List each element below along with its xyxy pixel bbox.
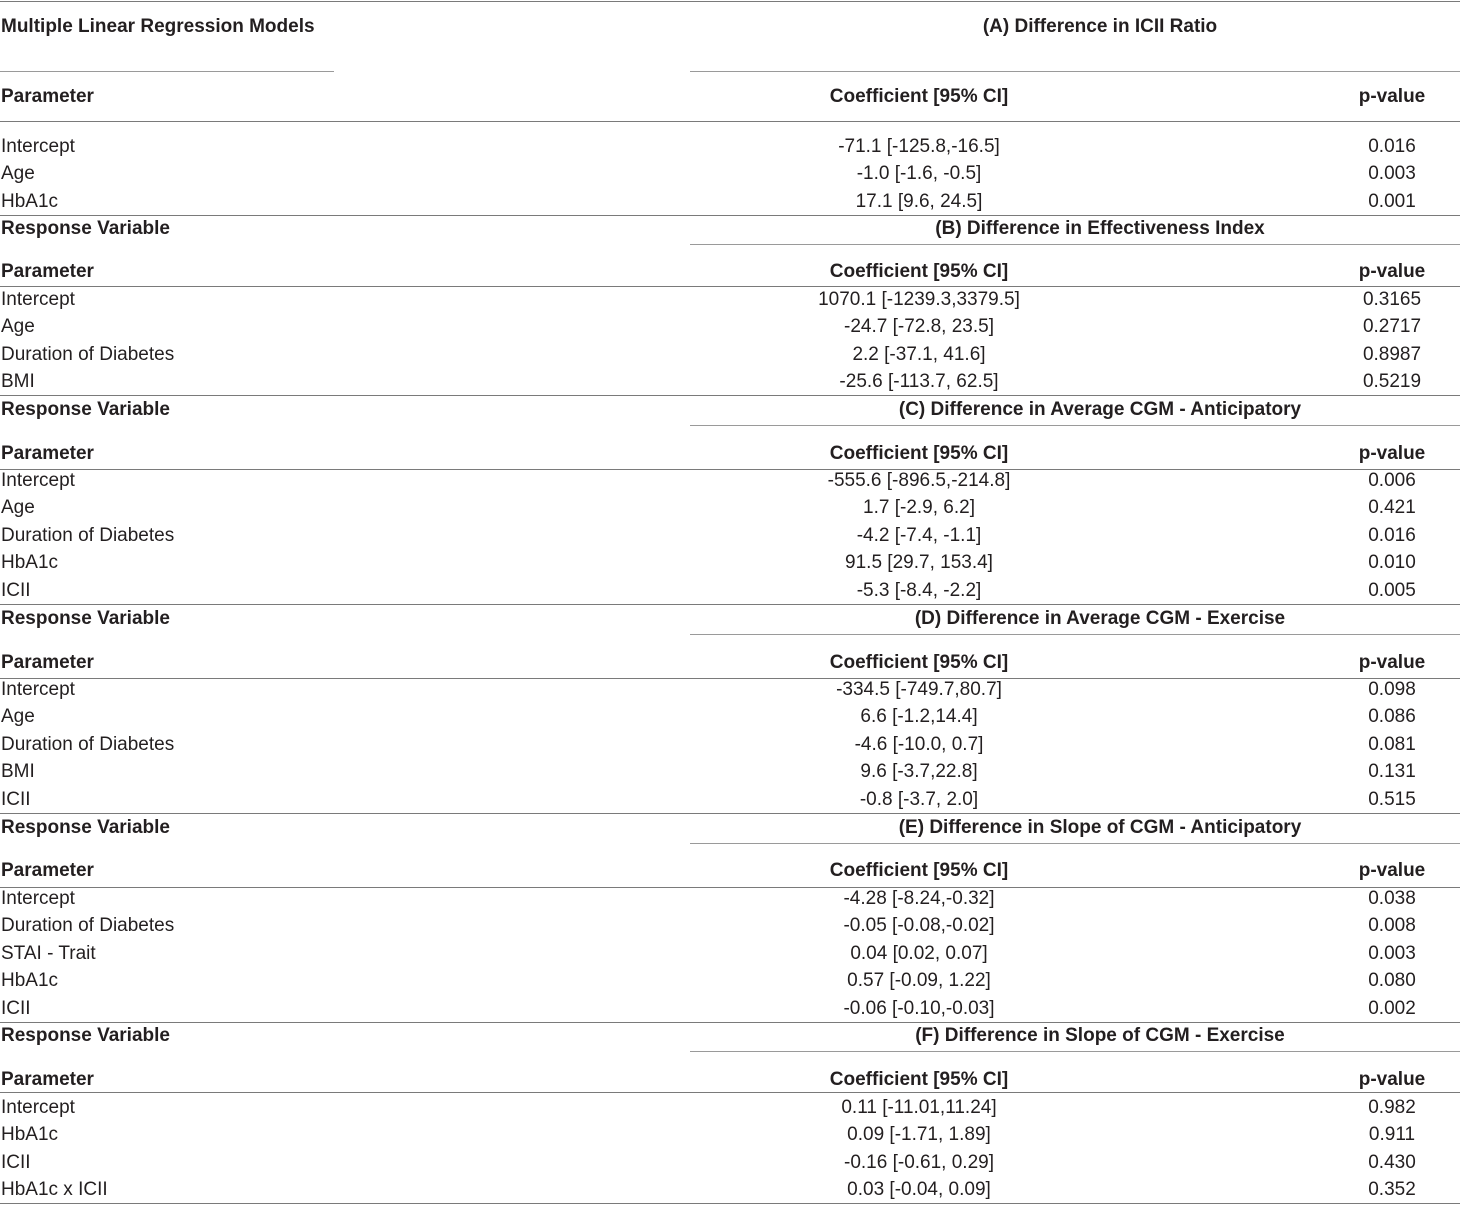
pvalue-cell: 0.3165 [1362,289,1422,310]
coefficient-cell: -4.6 [-10.0, 0.7] [854,733,984,755]
section-title-rule [690,425,1460,426]
coefficient-header: Coefficient [95% CI] [829,652,1009,673]
pvalue-cell: 0.911 [1368,1124,1416,1146]
pvalue-header: p-value [1358,652,1426,673]
section-title: (A) Difference in ICII Ratio [982,16,1218,37]
parameter-header: Parameter [1,652,94,673]
pvalue-header: p-value [1358,860,1426,881]
coefficient-cell: 1.7 [-2.9, 6.2] [863,497,975,519]
section-title: (F) Difference in Slope of CGM - Exercise [915,1025,1285,1046]
parameter-header: Parameter [1,261,94,282]
coefficient-cell: -25.6 [-113.7, 62.5] [839,371,999,393]
coefficient-cell: 0.03 [-0.04, 0.09] [847,1179,991,1201]
response-variable-label: Response Variable [1,1025,170,1046]
section-end-rule [0,215,1460,216]
parameter-cell: HbA1c [1,190,59,212]
pvalue-header: p-value [1358,443,1426,464]
coefficient-cell: -4.2 [-7.4, -1.1] [856,524,982,546]
coefficient-cell: 6.6 [-1.2,14.4] [860,706,978,728]
section-title: (C) Difference in Average CGM - Anticipatory [898,399,1302,420]
section-title: (D) Difference in Average CGM - Exercise [914,608,1286,629]
coefficient-cell: -334.5 [-749.7,80.7] [836,679,1002,700]
parameter-cell: Age [1,497,35,519]
coefficient-header: Coefficient [95% CI] [829,1069,1009,1090]
parameter-cell: Intercept [1,888,75,909]
coefficient-cell: 1070.1 [-1239.3,3379.5] [818,289,1020,310]
parameter-cell: HbA1c [1,552,59,574]
coefficient-header: Coefficient [95% CI] [829,261,1009,282]
section-title-rule [690,843,1460,844]
pvalue-header: p-value [1358,86,1426,107]
pvalue-cell: 0.016 [1368,524,1416,546]
pvalue-cell: 0.8987 [1362,343,1422,365]
header-rule [0,286,1460,287]
coefficient-cell: 0.11 [-11.01,11.24] [841,1097,997,1118]
response-variable-label: Response Variable [1,817,170,838]
section-title-rule [690,1051,1460,1052]
pvalue-header: p-value [1358,1069,1426,1090]
parameter-cell: BMI [1,371,35,393]
pvalue-cell: 0.006 [1368,470,1416,491]
parameter-cell: Duration of Diabetes [1,733,175,755]
parameter-cell: HbA1c x ICII [1,1179,108,1201]
pvalue-cell: 0.5219 [1362,371,1422,393]
coefficient-cell: -24.7 [-72.8, 23.5] [844,316,994,338]
pvalue-cell: 0.001 [1368,190,1416,212]
pvalue-cell: 0.080 [1368,970,1416,992]
coefficient-cell: -71.1 [-125.8,-16.5] [838,136,1000,157]
pvalue-cell: 0.982 [1368,1097,1416,1118]
section-title-rule [690,244,1460,245]
pvalue-cell: 0.003 [1368,163,1416,185]
parameter-cell: ICII [1,1151,31,1173]
coefficient-cell: -1.0 [-1.6, -0.5] [856,163,982,185]
parameter-cell: Intercept [1,1097,75,1118]
pvalue-cell: 0.081 [1368,733,1416,755]
response-variable-label: Response Variable [1,608,170,629]
pvalue-cell: 0.016 [1368,136,1416,157]
parameter-cell: Intercept [1,470,75,491]
coefficient-cell: 91.5 [29.7, 153.4] [845,552,993,574]
section-title: (B) Difference in Effectiveness Index [935,218,1265,239]
section-title-rule [690,634,1460,635]
parameter-cell: Duration of Diabetes [1,915,175,937]
pvalue-cell: 0.430 [1368,1151,1416,1173]
coefficient-cell: -4.28 [-8.24,-0.32] [843,888,995,909]
pvalue-cell: 0.005 [1368,579,1416,601]
parameter-header: Parameter [1,860,94,881]
pvalue-cell: 0.352 [1368,1179,1416,1201]
section-end-rule [0,1203,1460,1204]
pvalue-cell: 0.098 [1368,679,1416,700]
parameter-cell: STAI - Trait [1,942,96,964]
section-end-rule [0,395,1460,396]
pvalue-cell: 0.010 [1368,552,1416,574]
coefficient-cell: -0.06 [-0.10,-0.03] [843,997,995,1019]
pvalue-cell: 0.2717 [1362,316,1422,338]
pvalue-cell: 0.421 [1368,497,1416,519]
coefficient-cell: -0.16 [-0.61, 0.29] [844,1151,994,1173]
coefficient-cell: 2.2 [-37.1, 41.6] [852,343,986,365]
section-title: (E) Difference in Slope of CGM - Anticipatory [898,817,1302,838]
pvalue-cell: 0.131 [1368,761,1416,783]
coefficient-cell: 17.1 [9.6, 24.5] [855,190,983,212]
parameter-cell: Age [1,316,35,338]
coefficient-cell: 0.09 [-1.71, 1.89] [847,1124,991,1146]
parameter-cell: Age [1,163,35,185]
parameter-cell: HbA1c [1,1124,59,1146]
pvalue-header: p-value [1358,261,1426,282]
parameter-cell: Duration of Diabetes [1,343,175,365]
section-end-rule [0,604,1460,605]
pvalue-cell: 0.002 [1368,997,1416,1019]
pvalue-cell: 0.038 [1368,888,1416,909]
parameter-header: Parameter [1,1069,94,1090]
coefficient-cell: -0.8 [-3.7, 2.0] [859,788,979,810]
section-end-rule [0,813,1460,814]
parameter-cell: Duration of Diabetes [1,524,175,546]
top-rule [0,1,1460,2]
parameter-cell: ICII [1,997,31,1019]
models-title-rule [0,71,334,72]
response-variable-label: Response Variable [1,399,170,420]
coefficient-cell: 9.6 [-3.7,22.8] [860,761,978,783]
parameter-cell: HbA1c [1,970,59,992]
header-rule [0,1092,1460,1093]
coefficient-cell: -0.05 [-0.08,-0.02] [843,915,995,937]
parameter-cell: Intercept [1,679,75,700]
parameter-cell: Age [1,706,35,728]
coefficient-cell: -555.6 [-896.5,-214.8] [827,470,1011,491]
coefficient-cell: 0.57 [-0.09, 1.22] [847,970,991,992]
section-end-rule [0,1022,1460,1023]
header-rule [0,121,1460,122]
parameter-cell: ICII [1,579,31,601]
coefficient-header: Coefficient [95% CI] [829,443,1009,464]
parameter-cell: Intercept [1,289,75,310]
parameter-cell: ICII [1,788,31,810]
parameter-header: Parameter [1,443,94,464]
pvalue-cell: 0.008 [1368,915,1416,937]
coefficient-header: Coefficient [95% CI] [829,860,1009,881]
pvalue-cell: 0.515 [1368,788,1416,810]
pvalue-cell: 0.003 [1368,942,1416,964]
coefficient-header: Coefficient [95% CI] [829,86,1009,107]
response-variable-label: Response Variable [1,218,170,239]
parameter-cell: Intercept [1,136,75,157]
coefficient-cell: 0.04 [0.02, 0.07] [850,942,988,964]
parameter-header: Parameter [1,86,94,107]
section-title-rule [690,71,1460,72]
parameter-cell: BMI [1,761,35,783]
coefficient-cell: -5.3 [-8.4, -2.2] [856,579,982,601]
models-title: Multiple Linear Regression Models [1,16,315,37]
pvalue-cell: 0.086 [1368,706,1416,728]
